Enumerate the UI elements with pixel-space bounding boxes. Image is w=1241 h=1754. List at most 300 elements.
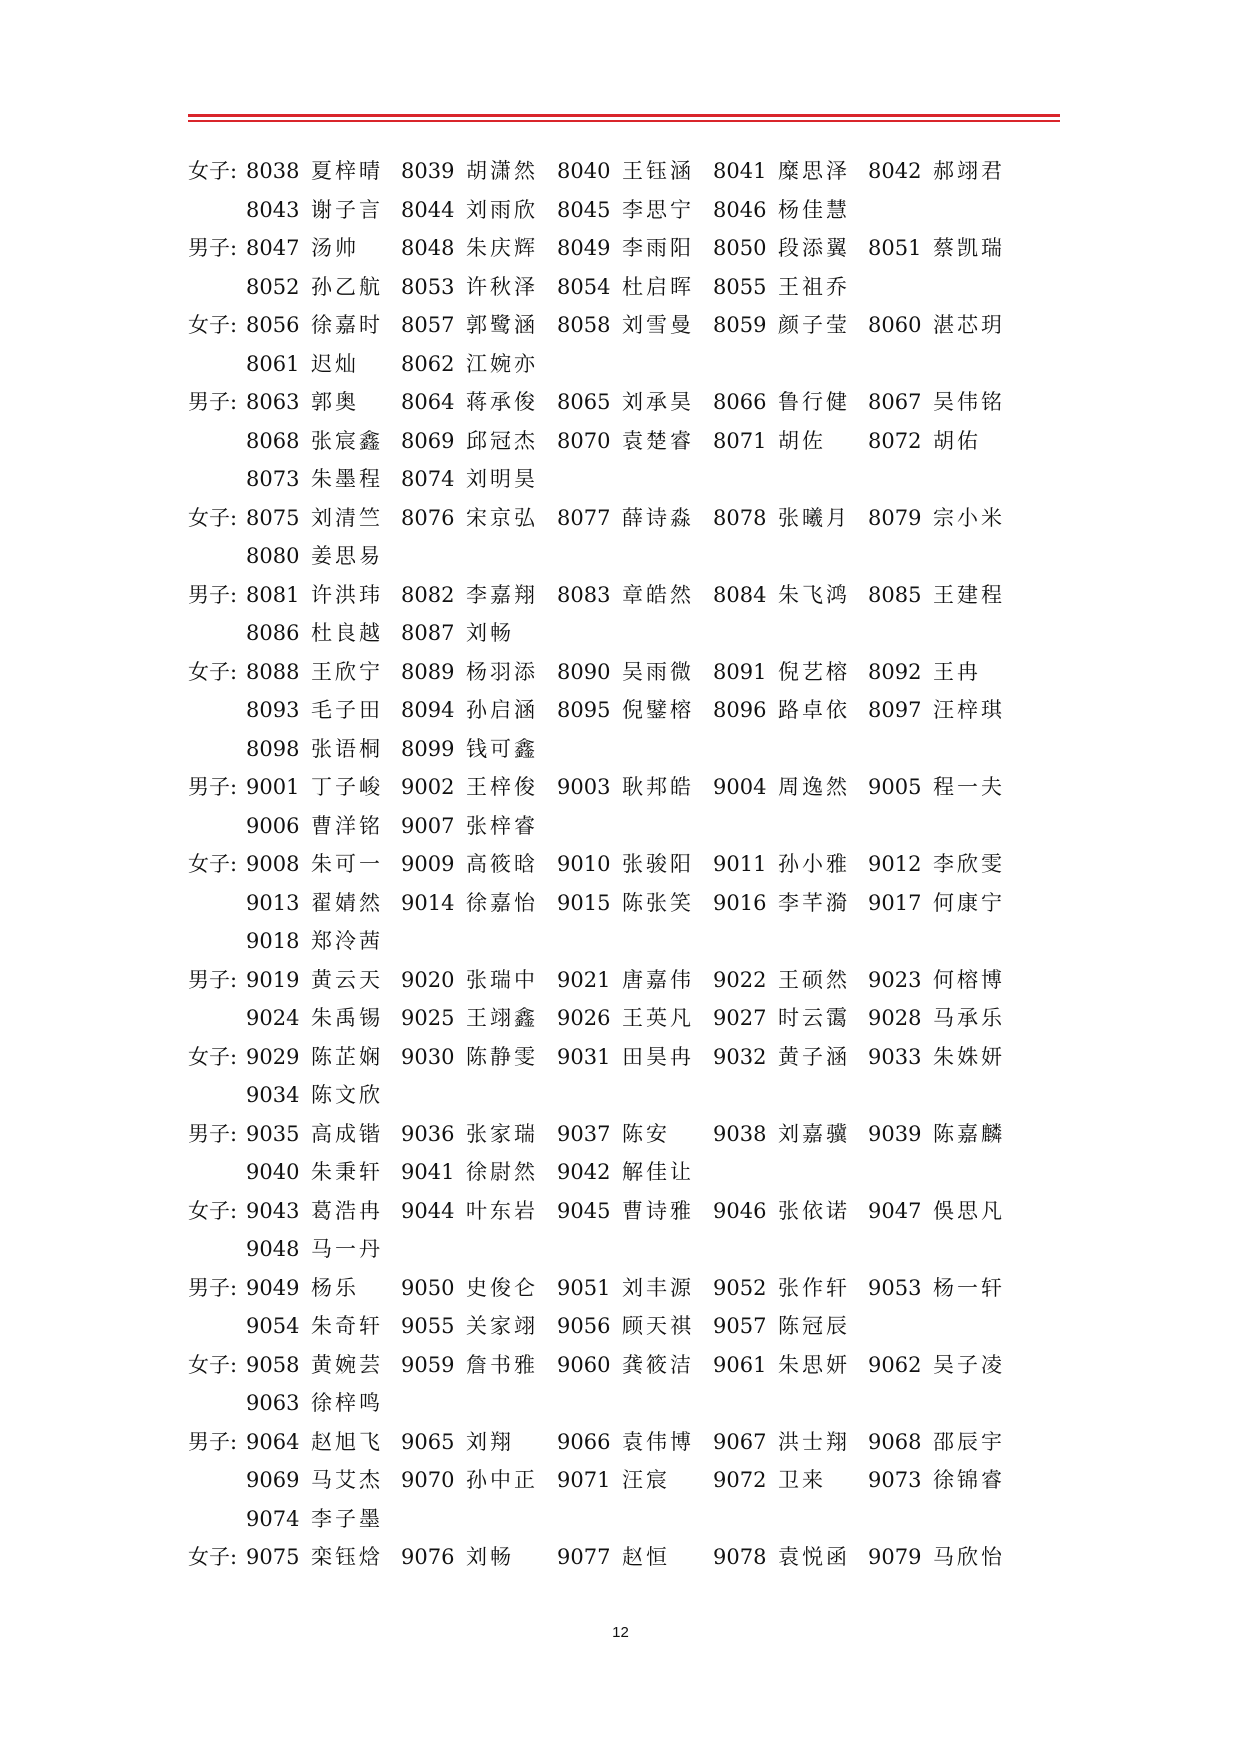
student-number: 9041 [401, 1160, 455, 1184]
student-name: 杨乐 [311, 1275, 359, 1300]
student-name: 张骏阳 [622, 852, 694, 876]
student-name: 黄云天 [311, 967, 383, 992]
student-number: 8043 [246, 197, 300, 222]
student-number: 8080 [246, 544, 300, 568]
student-number: 8059 [713, 313, 767, 337]
gender-label: 男子: [188, 775, 238, 799]
student-number: 8068 [246, 428, 300, 453]
student-number: 8041 [713, 159, 767, 183]
student-number: 9060 [557, 1352, 611, 1377]
student-name: 杨佳慧 [778, 197, 850, 222]
student-number: 8063 [246, 390, 300, 414]
student-number: 9003 [557, 775, 611, 799]
student-number: 9028 [868, 1006, 922, 1030]
student-number: 9078 [713, 1545, 767, 1569]
student-roster [0, 152, 1241, 1577]
student-number: 9030 [401, 1044, 455, 1069]
student-name: 王建程 [933, 582, 1005, 607]
student-name: 刘清竺 [311, 505, 383, 530]
student-number: 8045 [557, 197, 611, 222]
roster-row [0, 614, 1241, 653]
student-name: 李芊漪 [778, 890, 850, 915]
roster-row [0, 537, 1241, 576]
roster-row [0, 691, 1241, 730]
student-name: 黄婉芸 [311, 1352, 383, 1377]
student-number: 8069 [401, 428, 455, 453]
roster-row [0, 345, 1241, 384]
student-name: 朱可一 [311, 852, 383, 876]
student-number: 8046 [713, 197, 767, 222]
student-name: 胡佑 [933, 428, 981, 453]
student-number: 8098 [246, 736, 300, 761]
roster-row [0, 1076, 1241, 1115]
student-name: 陈安 [622, 1121, 670, 1146]
roster-row [0, 1153, 1241, 1192]
student-number: 8049 [557, 236, 611, 260]
student-number: 9073 [868, 1468, 922, 1492]
student-number: 8083 [557, 582, 611, 607]
student-name: 刘雨欣 [466, 197, 538, 222]
student-name: 朱奇轩 [311, 1314, 383, 1338]
gender-label: 男子: [188, 1275, 238, 1300]
student-name: 耿邦皓 [622, 775, 694, 799]
student-number: 9042 [557, 1160, 611, 1184]
student-name: 刘畅 [466, 1545, 514, 1569]
student-number: 8099 [401, 736, 455, 761]
page-number: 12 [612, 1624, 629, 1641]
roster-row [0, 653, 1241, 692]
student-name: 朱墨程 [311, 467, 383, 491]
student-number: 8091 [713, 659, 767, 684]
student-name: 江婉亦 [466, 351, 538, 376]
roster-row [0, 1538, 1241, 1577]
roster-row [0, 460, 1241, 499]
student-number: 8084 [713, 582, 767, 607]
student-name: 徐锦睿 [933, 1468, 1005, 1492]
student-number: 8090 [557, 659, 611, 684]
student-number: 9076 [401, 1545, 455, 1569]
student-number: 9055 [401, 1314, 455, 1338]
student-name: 赵恒 [622, 1545, 670, 1569]
student-number: 8066 [713, 390, 767, 414]
student-number: 8065 [557, 390, 611, 414]
student-name: 孙乙航 [311, 274, 383, 299]
student-number: 9024 [246, 1006, 300, 1030]
student-number: 8097 [868, 698, 922, 722]
student-number: 9027 [713, 1006, 767, 1030]
student-name: 陈芷娴 [311, 1044, 383, 1069]
roster-row [0, 229, 1241, 268]
roster-row [0, 499, 1241, 538]
student-name: 李子墨 [311, 1506, 383, 1531]
student-name: 颜子莹 [778, 313, 850, 337]
student-number: 8057 [401, 313, 455, 337]
student-name: 关家翊 [466, 1314, 538, 1338]
student-name: 袁楚睿 [622, 428, 694, 453]
student-number: 8047 [246, 236, 300, 260]
student-number: 8072 [868, 428, 922, 453]
student-number: 8093 [246, 698, 300, 722]
student-number: 9012 [868, 852, 922, 876]
roster-row [0, 730, 1241, 769]
student-number: 9068 [868, 1429, 922, 1454]
student-number: 9065 [401, 1429, 455, 1454]
student-name: 陈嘉麟 [933, 1121, 1005, 1146]
student-name: 许秋泽 [466, 274, 538, 299]
student-name: 李思宁 [622, 197, 694, 222]
student-name: 朱思妍 [778, 1352, 850, 1377]
roster-row [0, 1346, 1241, 1385]
student-number: 9018 [246, 929, 300, 953]
student-name: 田昊冉 [622, 1044, 694, 1069]
student-name: 王硕然 [778, 967, 850, 992]
gender-label: 男子: [188, 1429, 238, 1454]
student-number: 9008 [246, 852, 300, 876]
student-name: 徐梓鸣 [311, 1391, 383, 1415]
student-name: 郑泠茜 [311, 929, 383, 953]
student-name: 高筱晗 [466, 852, 538, 876]
student-number: 8094 [401, 698, 455, 722]
student-number: 8056 [246, 313, 300, 337]
student-name: 詹书雅 [466, 1352, 538, 1377]
student-name: 朱秉轩 [311, 1160, 383, 1184]
student-name: 刘雪曼 [622, 313, 694, 337]
student-name: 刘丰源 [622, 1275, 694, 1300]
student-name: 马一丹 [311, 1237, 383, 1261]
student-name: 马欣怡 [933, 1545, 1005, 1569]
roster-row [0, 1307, 1241, 1346]
student-name: 刘明昊 [466, 467, 538, 491]
student-name: 吴雨微 [622, 659, 694, 684]
student-name: 陈文欣 [311, 1083, 383, 1107]
student-name: 刘畅 [466, 621, 514, 645]
student-name: 时云霭 [778, 1006, 850, 1030]
student-name: 蔡凯瑞 [933, 236, 1005, 260]
student-number: 9005 [868, 775, 922, 799]
student-name: 张曦月 [778, 505, 850, 530]
student-name: 朱姝妍 [933, 1044, 1005, 1069]
student-number: 9034 [246, 1083, 300, 1107]
student-number: 9038 [713, 1121, 767, 1146]
student-number: 9063 [246, 1391, 300, 1415]
student-number: 9032 [713, 1044, 767, 1069]
student-number: 9050 [401, 1275, 455, 1300]
student-name: 张依诺 [778, 1198, 850, 1223]
student-name: 章皓然 [622, 582, 694, 607]
student-name: 史俊仑 [466, 1275, 538, 1300]
student-number: 8040 [557, 159, 611, 183]
student-name: 马承乐 [933, 1006, 1005, 1030]
student-number: 9033 [868, 1044, 922, 1069]
roster-row [0, 1269, 1241, 1308]
student-number: 9019 [246, 967, 300, 992]
student-name: 洪士翔 [778, 1429, 850, 1454]
student-name: 葛浩冉 [311, 1198, 383, 1223]
roster-row [0, 768, 1241, 807]
student-number: 9059 [401, 1352, 455, 1377]
student-number: 9077 [557, 1545, 611, 1569]
student-number: 9015 [557, 890, 611, 915]
student-name: 张语桐 [311, 736, 383, 761]
gender-label: 女子: [188, 852, 238, 876]
student-name: 丁子峻 [311, 775, 383, 799]
student-name: 张家瑞 [466, 1121, 538, 1146]
student-number: 9031 [557, 1044, 611, 1069]
student-name: 赵旭飞 [311, 1429, 383, 1454]
roster-row [0, 152, 1241, 191]
student-name: 唐嘉伟 [622, 967, 694, 992]
student-number: 9056 [557, 1314, 611, 1338]
gender-label: 女子: [188, 1545, 238, 1569]
student-name: 孙小雅 [778, 852, 850, 876]
student-number: 9072 [713, 1468, 767, 1492]
student-name: 徐尉然 [466, 1160, 538, 1184]
student-number: 8067 [868, 390, 922, 414]
roster-row [0, 306, 1241, 345]
student-number: 8075 [246, 505, 300, 530]
student-name: 周逸然 [778, 775, 850, 799]
student-name: 王祖乔 [778, 274, 850, 299]
student-number: 8044 [401, 197, 455, 222]
student-number: 9037 [557, 1121, 611, 1146]
student-name: 杨一轩 [933, 1275, 1005, 1300]
student-number: 8081 [246, 582, 300, 607]
student-name: 钱可鑫 [466, 736, 538, 761]
student-name: 胡潇然 [466, 159, 538, 183]
roster-row [0, 999, 1241, 1038]
student-number: 9017 [868, 890, 922, 915]
student-number: 9011 [713, 852, 767, 876]
student-number: 8058 [557, 313, 611, 337]
student-name: 刘嘉骥 [778, 1121, 850, 1146]
student-name: 许洪玮 [311, 582, 383, 607]
student-name: 卫来 [778, 1468, 826, 1492]
student-number: 9067 [713, 1429, 767, 1454]
student-number: 8087 [401, 621, 455, 645]
student-number: 9022 [713, 967, 767, 992]
student-name: 倪鐾榕 [622, 698, 694, 722]
student-number: 9009 [401, 852, 455, 876]
student-name: 宗小米 [933, 505, 1005, 530]
student-name: 何康宁 [933, 890, 1005, 915]
student-number: 9016 [713, 890, 767, 915]
gender-label: 女子: [188, 659, 238, 684]
student-number: 8077 [557, 505, 611, 530]
student-name: 毛子田 [311, 698, 383, 722]
roster-row [0, 1192, 1241, 1231]
student-number: 9029 [246, 1044, 300, 1069]
roster-row [0, 268, 1241, 307]
student-number: 9057 [713, 1314, 767, 1338]
student-name: 薛诗淼 [622, 505, 694, 530]
student-number: 8038 [246, 159, 300, 183]
student-name: 李雨阳 [622, 236, 694, 260]
student-name: 孙启涵 [466, 698, 538, 722]
student-number: 9013 [246, 890, 300, 915]
student-name: 俁思凡 [933, 1198, 1005, 1223]
roster-row [0, 191, 1241, 230]
student-number: 9061 [713, 1352, 767, 1377]
student-number: 8071 [713, 428, 767, 453]
student-number: 8055 [713, 274, 767, 299]
gender-label: 男子: [188, 236, 238, 260]
student-number: 9035 [246, 1121, 300, 1146]
student-name: 湛芯玥 [933, 313, 1005, 337]
gender-label: 女子: [188, 1352, 238, 1377]
student-number: 9047 [868, 1198, 922, 1223]
student-number: 8086 [246, 621, 300, 645]
student-number: 8051 [868, 236, 922, 260]
gender-label: 男子: [188, 582, 238, 607]
student-number: 9048 [246, 1237, 300, 1261]
student-name: 邵辰宇 [933, 1429, 1005, 1454]
student-number: 9006 [246, 813, 300, 838]
student-number: 8096 [713, 698, 767, 722]
gender-label: 女子: [188, 1044, 238, 1069]
student-name: 张梓睿 [466, 813, 538, 838]
student-name: 栾钰焓 [311, 1545, 383, 1569]
student-number: 8048 [401, 236, 455, 260]
student-number: 9062 [868, 1352, 922, 1377]
student-name: 王英凡 [622, 1006, 694, 1030]
student-number: 9051 [557, 1275, 611, 1300]
student-number: 8064 [401, 390, 455, 414]
student-number: 9043 [246, 1198, 300, 1223]
student-number: 9054 [246, 1314, 300, 1338]
student-number: 9004 [713, 775, 767, 799]
student-number: 9045 [557, 1198, 611, 1223]
roster-row [0, 961, 1241, 1000]
student-name: 黄子涵 [778, 1044, 850, 1069]
student-name: 杜良越 [311, 621, 383, 645]
student-name: 陈张笑 [622, 890, 694, 915]
student-number: 9046 [713, 1198, 767, 1223]
student-number: 9010 [557, 852, 611, 876]
student-name: 王欣宁 [311, 659, 383, 684]
student-name: 王梓俊 [466, 775, 538, 799]
roster-row [0, 1384, 1241, 1423]
student-name: 顾天祺 [622, 1314, 694, 1338]
student-name: 曹诗雅 [622, 1198, 694, 1223]
gender-label: 男子: [188, 967, 238, 992]
student-name: 张瑞中 [466, 967, 538, 992]
gender-label: 女子: [188, 1198, 238, 1223]
student-name: 王翊鑫 [466, 1006, 538, 1030]
gender-label: 女子: [188, 505, 238, 530]
student-number: 8079 [868, 505, 922, 530]
student-name: 何榕博 [933, 967, 1005, 992]
student-name: 叶东岩 [466, 1198, 538, 1223]
student-name: 高成锴 [311, 1121, 383, 1146]
roster-row [0, 383, 1241, 422]
student-name: 刘翔 [466, 1429, 514, 1454]
student-name: 刘承昊 [622, 390, 694, 414]
student-number: 9075 [246, 1545, 300, 1569]
roster-row [0, 576, 1241, 615]
student-number: 9026 [557, 1006, 611, 1030]
roster-row [0, 1423, 1241, 1462]
student-name: 郭鹭涵 [466, 313, 538, 337]
student-number: 8050 [713, 236, 767, 260]
student-number: 8088 [246, 659, 300, 684]
student-name: 倪艺榕 [778, 659, 850, 684]
student-name: 程一夫 [933, 775, 1005, 799]
student-name: 张宸鑫 [311, 428, 383, 453]
student-name: 吴子凌 [933, 1352, 1005, 1377]
student-number: 9058 [246, 1352, 300, 1377]
roster-row [0, 845, 1241, 884]
student-name: 朱庆辉 [466, 236, 538, 260]
student-number: 8061 [246, 351, 300, 376]
student-number: 9066 [557, 1429, 611, 1454]
student-number: 9007 [401, 813, 455, 838]
student-number: 8074 [401, 467, 455, 491]
student-number: 9044 [401, 1198, 455, 1223]
student-name: 李欣雯 [933, 852, 1005, 876]
header-rule-thick [188, 114, 1060, 117]
student-number: 8095 [557, 698, 611, 722]
student-number: 8082 [401, 582, 455, 607]
roster-row [0, 1038, 1241, 1077]
student-number: 9079 [868, 1545, 922, 1569]
student-number: 8062 [401, 351, 455, 376]
student-name: 龚筱洁 [622, 1352, 694, 1377]
student-name: 徐嘉时 [311, 313, 383, 337]
header-rule-thin [188, 120, 1060, 122]
student-number: 8078 [713, 505, 767, 530]
student-number: 8085 [868, 582, 922, 607]
student-number: 9070 [401, 1468, 455, 1492]
student-name: 胡佐 [778, 428, 826, 453]
student-name: 段添翼 [778, 236, 850, 260]
student-name: 朱禹锡 [311, 1006, 383, 1030]
student-number: 9001 [246, 775, 300, 799]
student-name: 鲁行健 [778, 390, 850, 414]
roster-row [0, 1115, 1241, 1154]
student-number: 8053 [401, 274, 455, 299]
student-number: 9052 [713, 1275, 767, 1300]
student-number: 9021 [557, 967, 611, 992]
student-number: 8070 [557, 428, 611, 453]
roster-row [0, 422, 1241, 461]
student-name: 宋京弘 [466, 505, 538, 530]
student-name: 糜思泽 [778, 159, 850, 183]
roster-row [0, 1230, 1241, 1269]
student-number: 9049 [246, 1275, 300, 1300]
student-name: 解佳让 [622, 1160, 694, 1184]
student-name: 王冉 [933, 659, 981, 684]
student-name: 路卓依 [778, 698, 850, 722]
student-name: 袁悦函 [778, 1545, 850, 1569]
student-name: 曹洋铭 [311, 813, 383, 838]
gender-label: 男子: [188, 1121, 238, 1146]
student-name: 郭奥 [311, 390, 359, 414]
student-name: 姜思易 [311, 544, 383, 568]
student-number: 8054 [557, 274, 611, 299]
student-name: 汤帅 [311, 236, 359, 260]
student-number: 9025 [401, 1006, 455, 1030]
student-number: 9040 [246, 1160, 300, 1184]
student-number: 8039 [401, 159, 455, 183]
gender-label: 女子: [188, 159, 238, 183]
student-number: 8089 [401, 659, 455, 684]
roster-row [0, 922, 1241, 961]
roster-row [0, 884, 1241, 923]
student-number: 8092 [868, 659, 922, 684]
student-name: 夏梓晴 [311, 159, 383, 183]
student-number: 8042 [868, 159, 922, 183]
student-name: 翟婧然 [311, 890, 383, 915]
